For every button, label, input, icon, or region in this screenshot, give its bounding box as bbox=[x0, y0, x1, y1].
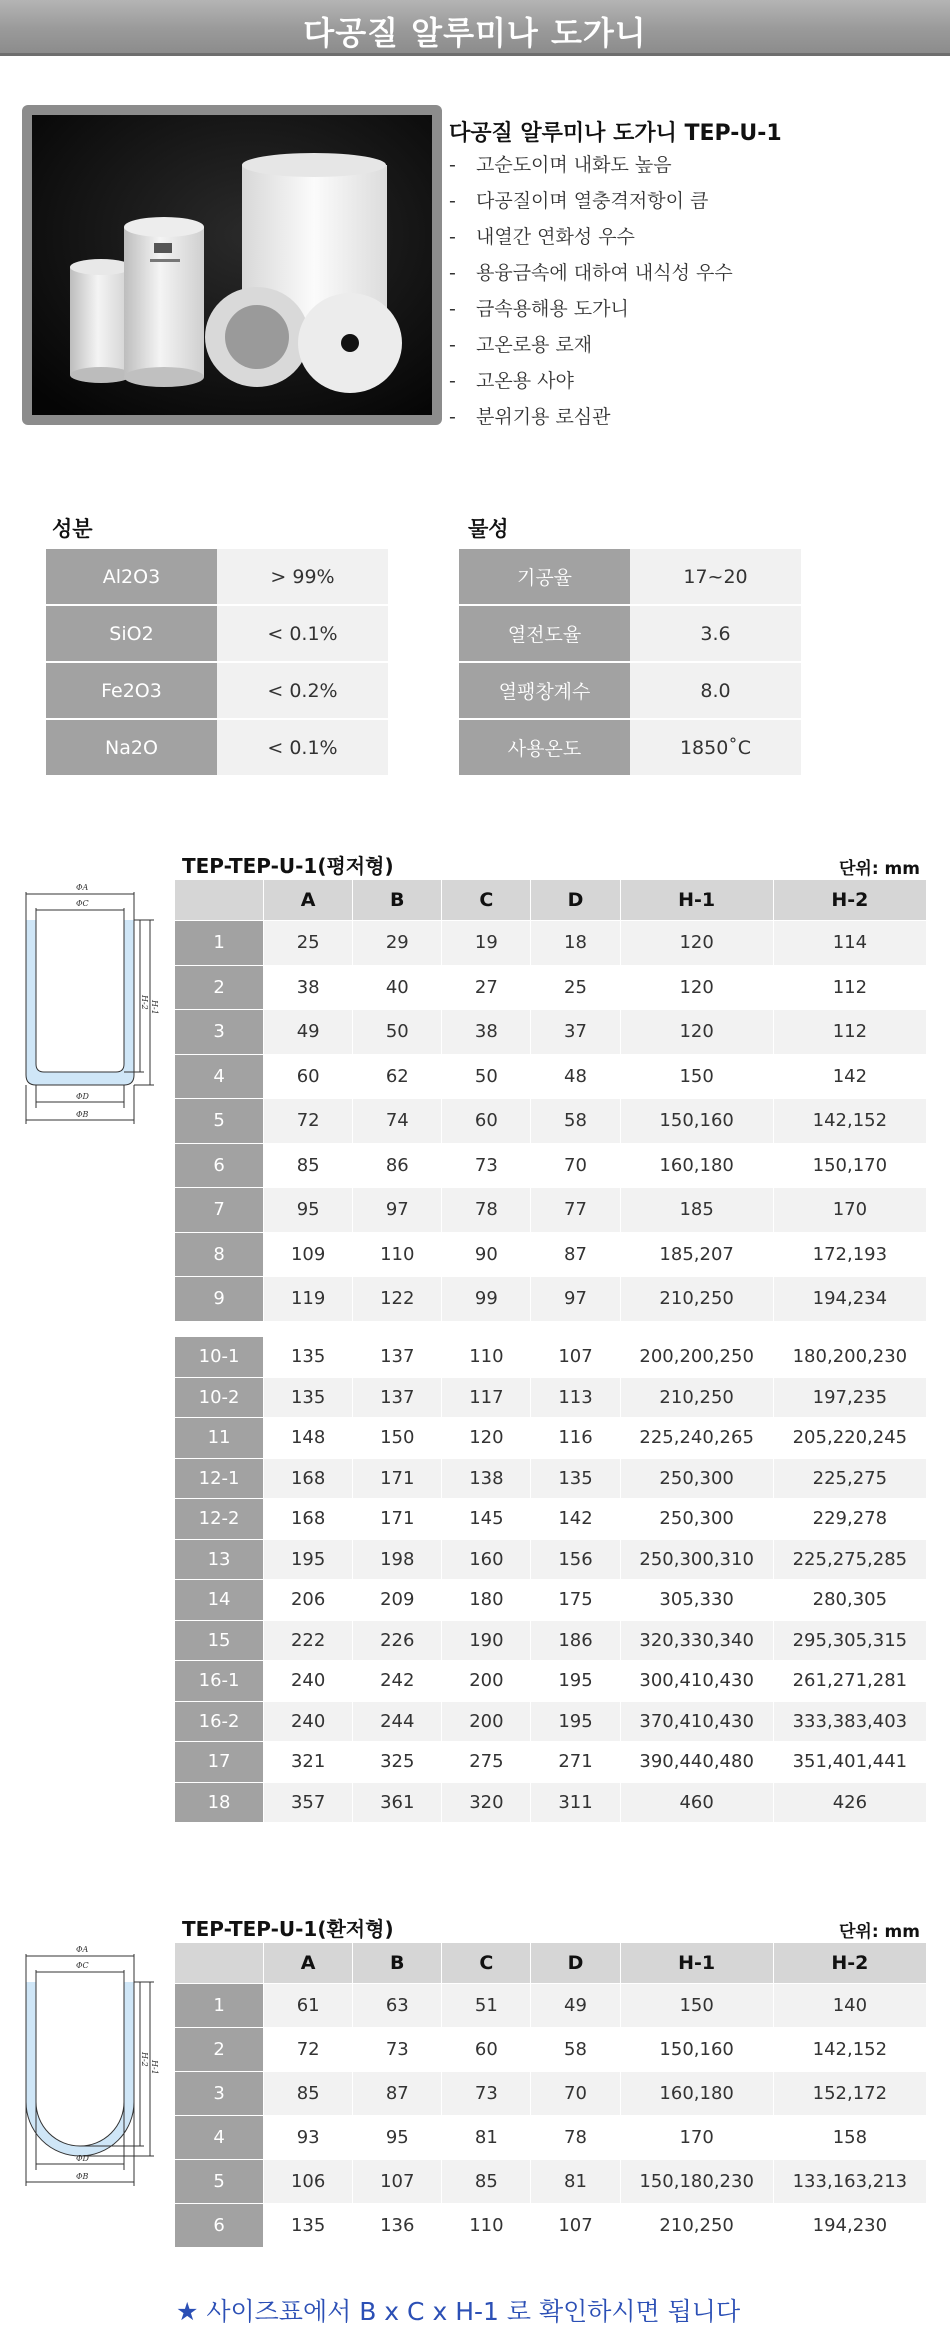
property-value: 1850˚C bbox=[630, 720, 801, 775]
table-header-row bbox=[175, 1943, 926, 1983]
row-label: 5 bbox=[175, 2160, 263, 2203]
row-label: 18 bbox=[175, 1783, 263, 1823]
component-label: Na2O bbox=[46, 720, 217, 775]
page-title: 다공질 알루미나 도가니 bbox=[303, 14, 647, 52]
table-cell: 135 bbox=[264, 1378, 352, 1418]
column-header: B bbox=[353, 880, 441, 920]
table-row bbox=[175, 1055, 926, 1099]
column-header: H-2 bbox=[774, 1943, 926, 1983]
table-cell: 120 bbox=[442, 1418, 530, 1458]
row-label: 10-1 bbox=[175, 1337, 263, 1377]
table-cell: 205,220,245 bbox=[774, 1418, 926, 1458]
feature-item: - 용융금속에 대하여 내식성 우수 bbox=[449, 262, 733, 284]
component-label: SiO2 bbox=[46, 606, 217, 661]
table-cell: 135 bbox=[264, 1337, 352, 1377]
table2-unit: 단위: mm bbox=[839, 1922, 920, 1942]
component-label: Fe2O3 bbox=[46, 663, 217, 718]
table-cell: 250,300 bbox=[621, 1459, 773, 1499]
table-cell: 49 bbox=[264, 1010, 352, 1054]
table-cell: 197,235 bbox=[774, 1378, 926, 1418]
table-cell: 114 bbox=[774, 921, 926, 965]
table-cell: 49 bbox=[531, 1984, 619, 2027]
table-cell: 122 bbox=[353, 1277, 441, 1321]
table-cell: 38 bbox=[442, 1010, 530, 1054]
row-label: 16-2 bbox=[175, 1702, 263, 1742]
diagram-label-a: ΦA bbox=[76, 1945, 89, 1954]
row-label: 15 bbox=[175, 1621, 263, 1661]
table-cell: 210,250 bbox=[621, 1277, 773, 1321]
table-cell: 27 bbox=[442, 966, 530, 1010]
table-row bbox=[175, 2028, 926, 2071]
table-row bbox=[175, 2072, 926, 2115]
dimension-table-flat-large bbox=[174, 1336, 927, 1823]
table-row bbox=[175, 1702, 926, 1742]
table-cell: 135 bbox=[264, 2204, 352, 2247]
table-cell: 175 bbox=[531, 1580, 619, 1620]
table-cell: 186 bbox=[531, 1621, 619, 1661]
table-cell: 390,440,480 bbox=[621, 1742, 773, 1782]
table-cell: 250,300 bbox=[621, 1499, 773, 1539]
table-cell: 110 bbox=[442, 1337, 530, 1377]
table-row bbox=[459, 606, 801, 661]
row-label: 2 bbox=[175, 966, 263, 1010]
property-label: 열전도율 bbox=[459, 606, 630, 661]
table-cell: 150 bbox=[621, 1055, 773, 1099]
row-label: 12-1 bbox=[175, 1459, 263, 1499]
table-cell: 70 bbox=[531, 2072, 619, 2115]
table-cell: 170 bbox=[774, 1188, 926, 1232]
column-header: C bbox=[442, 1943, 530, 1983]
table-cell: 200,200,250 bbox=[621, 1337, 773, 1377]
diagram-label-a: ΦA bbox=[76, 883, 89, 892]
row-label: 4 bbox=[175, 2116, 263, 2159]
table-row bbox=[175, 1742, 926, 1782]
table-cell: 78 bbox=[442, 1188, 530, 1232]
table-cell: 72 bbox=[264, 1099, 352, 1143]
table-cell: 81 bbox=[442, 2116, 530, 2159]
table-cell: 74 bbox=[353, 1099, 441, 1143]
table-cell: 194,230 bbox=[774, 2204, 926, 2247]
table-cell: 261,271,281 bbox=[774, 1661, 926, 1701]
table-cell: 321 bbox=[264, 1742, 352, 1782]
table-cell: 73 bbox=[442, 2072, 530, 2115]
table-row bbox=[175, 1621, 926, 1661]
table-cell: 72 bbox=[264, 2028, 352, 2071]
table-cell: 142 bbox=[774, 1055, 926, 1099]
table-cell: 120 bbox=[621, 921, 773, 965]
table-cell: 50 bbox=[442, 1055, 530, 1099]
table-cell: 150,160 bbox=[621, 2028, 773, 2071]
table-cell: 370,410,430 bbox=[621, 1702, 773, 1742]
table-cell: 171 bbox=[353, 1459, 441, 1499]
table-cell: 194,234 bbox=[774, 1277, 926, 1321]
component-value: < 0.1% bbox=[217, 720, 388, 775]
dimension-table-round bbox=[174, 1942, 927, 2248]
table-cell: 63 bbox=[353, 1984, 441, 2027]
table-cell: 240 bbox=[264, 1661, 352, 1701]
column-header: H-1 bbox=[621, 1943, 773, 1983]
component-label: Al2O3 bbox=[46, 549, 217, 604]
table-cell: 280,305 bbox=[774, 1580, 926, 1620]
product-photo bbox=[22, 105, 442, 425]
property-value: 3.6 bbox=[630, 606, 801, 661]
table-cell: 117 bbox=[442, 1378, 530, 1418]
column-header: C bbox=[442, 880, 530, 920]
row-label: 13 bbox=[175, 1540, 263, 1580]
table-cell: 112 bbox=[774, 1010, 926, 1054]
header-corner bbox=[175, 880, 263, 920]
product-title: 다공질 알루미나 도가니 TEP-U-1 bbox=[449, 121, 782, 146]
table-row bbox=[175, 2204, 926, 2247]
table-row bbox=[175, 966, 926, 1010]
table-cell: 110 bbox=[353, 1233, 441, 1277]
table-cell: 148 bbox=[264, 1418, 352, 1458]
column-header: H-2 bbox=[774, 880, 926, 920]
row-label: 6 bbox=[175, 1144, 263, 1188]
row-label: 17 bbox=[175, 1742, 263, 1782]
table-cell: 106 bbox=[264, 2160, 352, 2203]
table-cell: 170 bbox=[621, 2116, 773, 2159]
table-cell: 107 bbox=[353, 2160, 441, 2203]
row-label: 4 bbox=[175, 1055, 263, 1099]
table-cell: 305,330 bbox=[621, 1580, 773, 1620]
table-cell: 460 bbox=[621, 1783, 773, 1823]
table-cell: 198 bbox=[353, 1540, 441, 1580]
table-row bbox=[175, 921, 926, 965]
table-cell: 93 bbox=[264, 2116, 352, 2159]
table-cell: 195 bbox=[264, 1540, 352, 1580]
table-cell: 60 bbox=[442, 2028, 530, 2071]
table-cell: 97 bbox=[353, 1188, 441, 1232]
column-header: A bbox=[264, 1943, 352, 1983]
table-cell: 73 bbox=[353, 2028, 441, 2071]
table-cell: 206 bbox=[264, 1580, 352, 1620]
table-row bbox=[46, 606, 388, 661]
row-label: 16-1 bbox=[175, 1661, 263, 1701]
table-cell: 40 bbox=[353, 966, 441, 1010]
size-note: ★ 사이즈표에서 B x C x H-1 로 확인하시면 됩니다 bbox=[176, 2297, 741, 2326]
table-cell: 73 bbox=[442, 1144, 530, 1188]
diagram-label-b: ΦB bbox=[76, 1110, 89, 1119]
table-cell: 37 bbox=[531, 1010, 619, 1054]
properties-title: 물성 bbox=[468, 517, 509, 541]
diagram-label-h2: H-2 bbox=[140, 2052, 149, 2067]
table-cell: 185 bbox=[621, 1188, 773, 1232]
table-cell: 120 bbox=[621, 1010, 773, 1054]
table-cell: 38 bbox=[264, 966, 352, 1010]
feature-list bbox=[449, 150, 733, 438]
table-cell: 351,401,441 bbox=[774, 1742, 926, 1782]
flat-bottom-crucible-diagram bbox=[14, 880, 162, 1130]
table-row bbox=[175, 1984, 926, 2027]
table-cell: 210,250 bbox=[621, 1378, 773, 1418]
table-cell: 172,193 bbox=[774, 1233, 926, 1277]
table-cell: 150 bbox=[621, 1984, 773, 2027]
table-cell: 171 bbox=[353, 1499, 441, 1539]
table-cell: 190 bbox=[442, 1621, 530, 1661]
table-cell: 333,383,403 bbox=[774, 1702, 926, 1742]
table-cell: 133,163,213 bbox=[774, 2160, 926, 2203]
table-row bbox=[175, 1783, 926, 1823]
table-cell: 95 bbox=[353, 2116, 441, 2159]
table-row bbox=[175, 1099, 926, 1143]
diagram-label-c: ΦC bbox=[76, 1961, 89, 1970]
table-cell: 160,180 bbox=[621, 1144, 773, 1188]
row-label: 7 bbox=[175, 1188, 263, 1232]
table-cell: 158 bbox=[774, 2116, 926, 2159]
table-cell: 195 bbox=[531, 1661, 619, 1701]
row-label: 1 bbox=[175, 1984, 263, 2027]
table-row bbox=[175, 1418, 926, 1458]
table-cell: 271 bbox=[531, 1742, 619, 1782]
table-cell: 60 bbox=[442, 1099, 530, 1143]
row-label: 6 bbox=[175, 2204, 263, 2247]
table-cell: 210,250 bbox=[621, 2204, 773, 2247]
table-cell: 142,152 bbox=[774, 1099, 926, 1143]
property-label: 열팽창계수 bbox=[459, 663, 630, 718]
table-cell: 361 bbox=[353, 1783, 441, 1823]
table-cell: 150,160 bbox=[621, 1099, 773, 1143]
table-cell: 320,330,340 bbox=[621, 1621, 773, 1661]
diagram-label-d: ΦD bbox=[76, 2154, 89, 2163]
table-cell: 225,240,265 bbox=[621, 1418, 773, 1458]
diagram-label-h2: H-2 bbox=[140, 995, 149, 1010]
table-row bbox=[175, 2116, 926, 2159]
title-banner bbox=[0, 0, 950, 56]
table-cell: 357 bbox=[264, 1783, 352, 1823]
table-cell: 225,275 bbox=[774, 1459, 926, 1499]
table-cell: 138 bbox=[442, 1459, 530, 1499]
table-cell: 18 bbox=[531, 921, 619, 965]
row-label: 10-2 bbox=[175, 1378, 263, 1418]
table-cell: 87 bbox=[353, 2072, 441, 2115]
table-cell: 160,180 bbox=[621, 2072, 773, 2115]
table-row bbox=[459, 549, 801, 604]
table-row bbox=[46, 663, 388, 718]
table-cell: 135 bbox=[531, 1459, 619, 1499]
column-header: B bbox=[353, 1943, 441, 1983]
table-cell: 48 bbox=[531, 1055, 619, 1099]
table-cell: 51 bbox=[442, 1984, 530, 2027]
table-cell: 85 bbox=[264, 2072, 352, 2115]
table-cell: 229,278 bbox=[774, 1499, 926, 1539]
feature-item: - 고온용 사야 bbox=[449, 370, 574, 392]
table-row bbox=[175, 1277, 926, 1321]
table-cell: 168 bbox=[264, 1459, 352, 1499]
table-row bbox=[175, 1378, 926, 1418]
table-cell: 200 bbox=[442, 1702, 530, 1742]
table-cell: 61 bbox=[264, 1984, 352, 2027]
table-cell: 226 bbox=[353, 1621, 441, 1661]
column-header: D bbox=[531, 880, 619, 920]
table-cell: 244 bbox=[353, 1702, 441, 1742]
table-row bbox=[175, 1540, 926, 1580]
table-row bbox=[46, 549, 388, 604]
component-value: < 0.2% bbox=[217, 663, 388, 718]
table-cell: 180,200,230 bbox=[774, 1337, 926, 1377]
table-cell: 119 bbox=[264, 1277, 352, 1321]
properties-table bbox=[459, 547, 801, 777]
table-cell: 110 bbox=[442, 2204, 530, 2247]
property-value: 8.0 bbox=[630, 663, 801, 718]
row-label: 12-2 bbox=[175, 1499, 263, 1539]
row-label: 5 bbox=[175, 1099, 263, 1143]
table-row bbox=[46, 720, 388, 775]
table-row bbox=[175, 1144, 926, 1188]
feature-item: - 고순도이며 내화도 높음 bbox=[449, 154, 672, 176]
table-cell: 250,300,310 bbox=[621, 1540, 773, 1580]
row-label: 3 bbox=[175, 2072, 263, 2115]
table-cell: 78 bbox=[531, 2116, 619, 2159]
table-cell: 109 bbox=[264, 1233, 352, 1277]
table2-title: TEP-TEP-U-1(환저형) bbox=[182, 1917, 394, 1941]
round-bottom-crucible-diagram bbox=[14, 1942, 162, 2192]
table-cell: 136 bbox=[353, 2204, 441, 2247]
table-cell: 107 bbox=[531, 2204, 619, 2247]
table-cell: 195 bbox=[531, 1702, 619, 1742]
table-cell: 156 bbox=[531, 1540, 619, 1580]
diagram-label-h1: H-1 bbox=[150, 1000, 159, 1015]
property-label: 사용온도 bbox=[459, 720, 630, 775]
row-label: 2 bbox=[175, 2028, 263, 2071]
composition-title: 성분 bbox=[52, 517, 93, 541]
table-cell: 113 bbox=[531, 1378, 619, 1418]
table-cell: 70 bbox=[531, 1144, 619, 1188]
table-row bbox=[175, 1337, 926, 1377]
row-label: 3 bbox=[175, 1010, 263, 1054]
table-cell: 25 bbox=[264, 921, 352, 965]
feature-item: - 분위기용 로심관 bbox=[449, 406, 611, 428]
table-cell: 120 bbox=[621, 966, 773, 1010]
table-cell: 140 bbox=[774, 1984, 926, 2027]
table-cell: 112 bbox=[774, 966, 926, 1010]
table-cell: 62 bbox=[353, 1055, 441, 1099]
table1-unit: 단위: mm bbox=[839, 859, 920, 879]
row-label: 14 bbox=[175, 1580, 263, 1620]
table-cell: 85 bbox=[442, 2160, 530, 2203]
component-value: < 0.1% bbox=[217, 606, 388, 661]
table-cell: 107 bbox=[531, 1337, 619, 1377]
table-cell: 137 bbox=[353, 1337, 441, 1377]
table-cell: 19 bbox=[442, 921, 530, 965]
diagram-label-d: ΦD bbox=[76, 1092, 89, 1101]
row-label: 8 bbox=[175, 1233, 263, 1277]
table-cell: 99 bbox=[442, 1277, 530, 1321]
table-cell: 97 bbox=[531, 1277, 619, 1321]
dimension-table-flat bbox=[174, 879, 927, 1322]
table-row bbox=[175, 1580, 926, 1620]
table-cell: 209 bbox=[353, 1580, 441, 1620]
table-cell: 142 bbox=[531, 1499, 619, 1539]
row-label: 11 bbox=[175, 1418, 263, 1458]
row-label: 1 bbox=[175, 921, 263, 965]
table-cell: 325 bbox=[353, 1742, 441, 1782]
composition-table bbox=[46, 547, 388, 777]
table-cell: 77 bbox=[531, 1188, 619, 1232]
table-cell: 145 bbox=[442, 1499, 530, 1539]
table-cell: 225,275,285 bbox=[774, 1540, 926, 1580]
diagram-label-h1: H-1 bbox=[150, 2060, 159, 2075]
table-cell: 426 bbox=[774, 1783, 926, 1823]
table-cell: 60 bbox=[264, 1055, 352, 1099]
table-cell: 137 bbox=[353, 1378, 441, 1418]
table-cell: 222 bbox=[264, 1621, 352, 1661]
table-cell: 320 bbox=[442, 1783, 530, 1823]
table-cell: 58 bbox=[531, 2028, 619, 2071]
table-cell: 142,152 bbox=[774, 2028, 926, 2071]
table-cell: 185,207 bbox=[621, 1233, 773, 1277]
table-cell: 168 bbox=[264, 1499, 352, 1539]
table-header-row bbox=[175, 880, 926, 920]
component-value: > 99% bbox=[217, 549, 388, 604]
crucible-photo-illustration bbox=[32, 115, 432, 415]
table-cell: 87 bbox=[531, 1233, 619, 1277]
header-corner bbox=[175, 1943, 263, 1983]
table-cell: 300,410,430 bbox=[621, 1661, 773, 1701]
table-cell: 90 bbox=[442, 1233, 530, 1277]
table-cell: 152,172 bbox=[774, 2072, 926, 2115]
table-cell: 85 bbox=[264, 1144, 352, 1188]
table-cell: 240 bbox=[264, 1702, 352, 1742]
table-cell: 200 bbox=[442, 1661, 530, 1701]
table-cell: 81 bbox=[531, 2160, 619, 2203]
table-row bbox=[175, 1499, 926, 1539]
column-header: H-1 bbox=[621, 880, 773, 920]
table-cell: 295,305,315 bbox=[774, 1621, 926, 1661]
table-cell: 50 bbox=[353, 1010, 441, 1054]
property-value: 17~20 bbox=[630, 549, 801, 604]
table-cell: 150,170 bbox=[774, 1144, 926, 1188]
table-row bbox=[175, 1459, 926, 1499]
table-cell: 25 bbox=[531, 966, 619, 1010]
table-row bbox=[175, 1188, 926, 1232]
table-cell: 275 bbox=[442, 1742, 530, 1782]
feature-item: - 다공질이며 열충격저항이 큼 bbox=[449, 190, 709, 212]
table-cell: 311 bbox=[531, 1783, 619, 1823]
property-label: 기공율 bbox=[459, 549, 630, 604]
table-row bbox=[459, 720, 801, 775]
table-cell: 160 bbox=[442, 1540, 530, 1580]
table-cell: 150,180,230 bbox=[621, 2160, 773, 2203]
table-cell: 95 bbox=[264, 1188, 352, 1232]
table-row bbox=[459, 663, 801, 718]
table-cell: 116 bbox=[531, 1418, 619, 1458]
column-header: D bbox=[531, 1943, 619, 1983]
diagram-label-c: ΦC bbox=[76, 899, 89, 908]
row-label: 9 bbox=[175, 1277, 263, 1321]
table-cell: 180 bbox=[442, 1580, 530, 1620]
table-cell: 86 bbox=[353, 1144, 441, 1188]
table-row bbox=[175, 2160, 926, 2203]
diagram-label-b: ΦB bbox=[76, 2172, 89, 2181]
table-row bbox=[175, 1010, 926, 1054]
table1-title: TEP-TEP-U-1(평저형) bbox=[182, 854, 394, 878]
column-header: A bbox=[264, 880, 352, 920]
table-cell: 58 bbox=[531, 1099, 619, 1143]
table-cell: 29 bbox=[353, 921, 441, 965]
table-cell: 150 bbox=[353, 1418, 441, 1458]
feature-item: - 고온로용 로재 bbox=[449, 334, 593, 356]
table-cell: 242 bbox=[353, 1661, 441, 1701]
table-row bbox=[175, 1661, 926, 1701]
feature-item: - 내열간 연화성 우수 bbox=[449, 226, 635, 248]
feature-item: - 금속용해용 도가니 bbox=[449, 298, 629, 320]
table-row bbox=[175, 1233, 926, 1277]
